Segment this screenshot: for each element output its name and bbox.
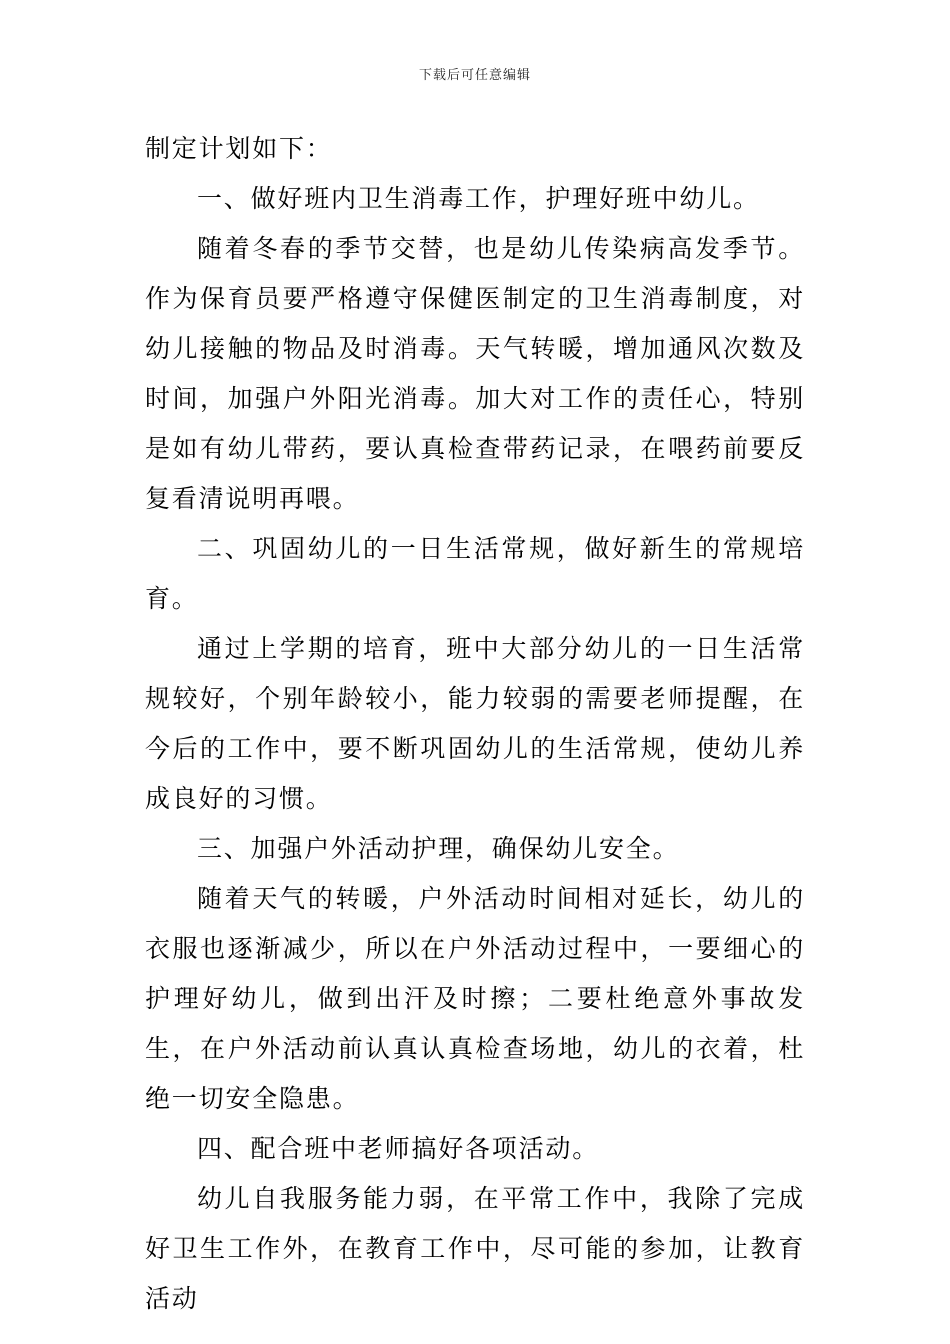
section-heading-4: 四、配合班中老师搞好各项活动。 xyxy=(197,1134,600,1163)
document-body xyxy=(145,124,805,1324)
intro-line: 制定计划如下： xyxy=(145,134,333,163)
header-note: 下载后可任意编辑 xyxy=(418,68,531,83)
section-body-4: 幼儿自我服务能力弱，在平常工作中，我除了完成好卫生工作外，在教育工作中，尽可能的参加，让教育活动 xyxy=(145,1184,805,1313)
section-body-2: 通过上学期的培育，班中大部分幼儿的一日生活常规较好，个别年龄较小，能力较弱的需要老师提醒，在今后的工作中，要不断巩固幼儿的生活常规，使幼儿养成良好的习惯。 xyxy=(145,634,805,813)
section-heading-1: 一、做好班内卫生消毒工作，护理好班中幼儿。 xyxy=(197,184,760,213)
section-heading-3: 三、加强户外活动护理，确保幼儿安全。 xyxy=(197,834,680,863)
section-heading-2: 二、巩固幼儿的一日生活常规，做好新生的常规培育。 xyxy=(145,534,805,613)
section-body-1: 随着冬春的季节交替，也是幼儿传染病高发季节。作为保育员要严格遵守保健医制定的卫生消毒制度，对幼儿接触的物品及时消毒。天气转暖，增加通风次数及时间，加强户外阳光消毒。加大对工作的责任心，特别是如有幼儿带药，要认真检查带药记录，在喂药前要反复看清说明再喂。 xyxy=(145,234,805,513)
section-body-3: 随着天气的转暖，户外活动时间相对延长，幼儿的衣服也逐渐减少，所以在户外活动过程中，一要细心的护理好幼儿，做到出汗及时擦；二要杜绝意外事故发生，在户外活动前认真认真检查场地，幼儿的衣着，杜绝一切安全隐患。 xyxy=(145,884,805,1113)
